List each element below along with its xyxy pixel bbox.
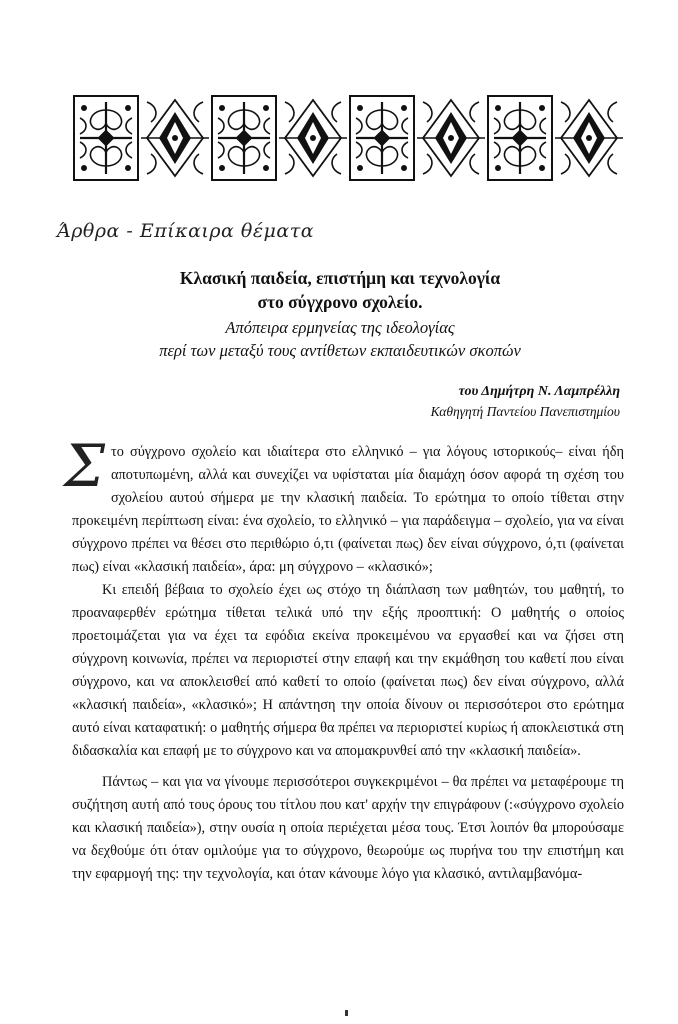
article-title-line-2: στο σύγχρονο σχολείο. — [257, 292, 423, 312]
drop-cap: Σ — [64, 432, 106, 500]
article-body — [64, 432, 624, 886]
decorative-ornament-band-icon — [72, 94, 626, 182]
article-title-line-1: Κλασική παιδεία, επιστήμη και τεχνολογία — [179, 268, 501, 288]
section-label: Άρθρα - Επίκαιρα θέματα — [57, 220, 315, 242]
paragraph-1 — [64, 432, 624, 579]
article-subtitle-line-2: περί των μεταξύ τους αντίθετων εκπαιδευτικών σκοπών — [159, 341, 521, 360]
author-affiliation: Καθηγητή Παντείου Πανεπιστημίου — [430, 404, 620, 419]
author-name: του Δημήτρη Ν. Λαμπρέλλη — [458, 384, 620, 399]
article-subtitle-line-1: Απόπειρα ερμηνείας της ιδεολογίας — [225, 318, 455, 337]
paragraph-3: Πάντως – και για να γίνουμε περισσότεροι συγκεκριμένοι – θα πρέπει να μεταφέρουμε τη συζήτηση αυτή από τους όρους του τίτλου που κατ' αρχήν την επιγράφουν (:«σύγχρονο σχολείο και κλασική παιδεία»), στην ουσία η οποία περιέχεται μέσα τους. Έτσι λοιπόν θα μπορούσαμε να δεχθούμε ότι όταν ομιλούμε για το σύγχρονο, θεωρούμε ως πυρήνα του την επιστήμη και την εφαρμογή της: την τεχνολογία, και όταν κάνουμε λόγο για κλασικό, αντιλαμβανόμα- — [72, 774, 624, 882]
paragraph-1-text: το σύγχρονο σχολείο και ιδιαίτερα στο ελληνικό – για λόγους ιστορικούς– είναι ήδη αποτυπωμένη, αλλά και συνεχίζει να υφίσταται μία διαμάχη όσον αφορά τη σχέση του σχολείου αυτού σήμερα με την κλασική παιδεία. Το ερώτημα το οποίο τίθεται στην προκειμένη περίπτωση είναι: ένα σχολείο, το ελληνικό – για παράδειγμα – σχολείο, για να είναι σύγχρονο πρέπει να θέσει στο περιθώριο ό,τι (φαίνεται πως) δεν είναι σύγχρονο, ό,τι (φαίνεται πως) είναι «κλασική παιδεία», άρα: μη σύγχρονο – «κλασικό»; — [72, 444, 624, 575]
paragraph-2: Κι επειδή βέβαια το σχολείο έχει ως στόχο τη διάπλαση των μαθητών, του μαθητή, το προαναφερθέν ερώτημα τίθεται τελικά υπό την εξής προοπτική: Ο μαθητής ο οποίος προετοιμάζεται για να έχει τα εφόδια εκείνα προκειμένου να εργασθεί και να ζήσει στη σύγχρονη κοινωνία, πρέπει να περιοριστεί στην επαφή και την εκμάθηση του καθετί που είναι σύγχρονο, και να αποκλεισθεί από καθετί το οποίο (φαίνεται πως) δεν είναι σύγχρονο, αλλά «κλασική παιδεία», «κλασικό»; Η απάντηση την οποία δίνουν οι περισσότεροι στο ερώτημα αυτό είναι καταφατική: ο μαθητής σήμερα θα πρέπει να περιοριστεί κυρίως ή αποκλειστικά στη διδασκαλία και επαφή με το σύγχρονο και να απομακρυνθεί από την «κλασική παιδεία». — [72, 582, 624, 759]
page-mark — [345, 1010, 348, 1016]
